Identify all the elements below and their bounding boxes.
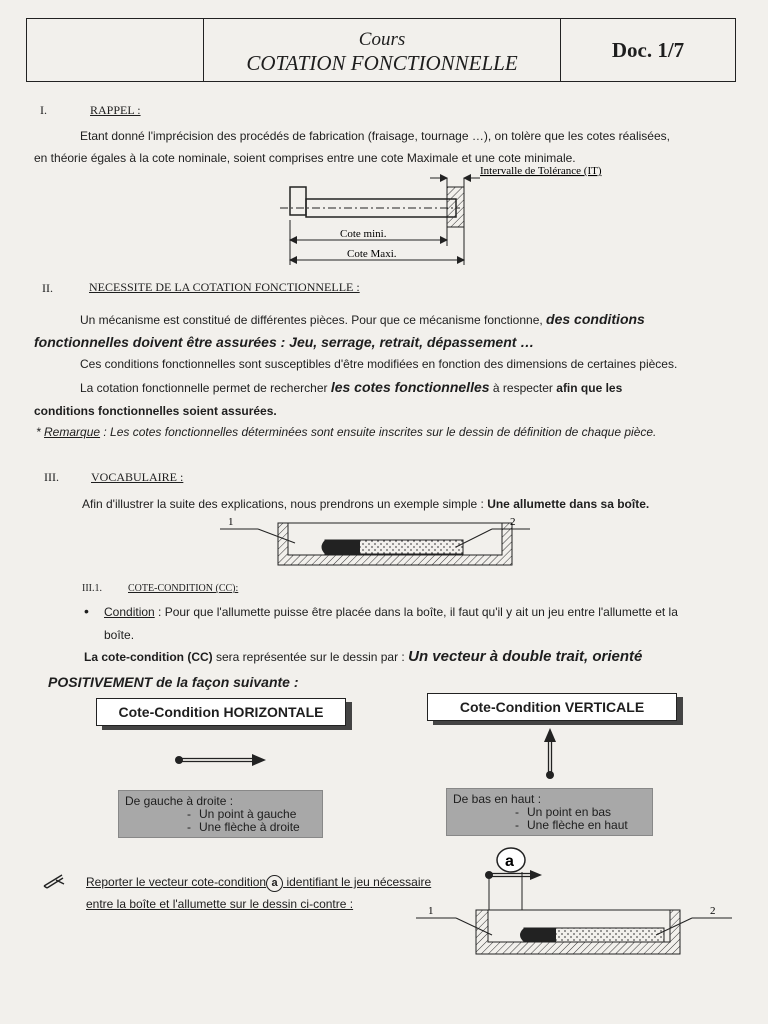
vertical-item-2-text: Une flèche en haut	[527, 818, 628, 832]
vertical-description-item-2	[453, 819, 646, 832]
horizontal-item-1-text: Un point à gauche	[199, 807, 297, 821]
dash: -	[187, 807, 191, 821]
vector-point	[485, 871, 493, 879]
bolt-drawing	[280, 187, 464, 227]
section-2-para-4-text-c: à respecter	[492, 381, 553, 395]
match-box-figure	[220, 515, 540, 573]
cote-mini-label: Cote mini.	[340, 228, 387, 240]
section-2-title: NECESSITE DE LA COTATION FONCTIONNELLE :	[89, 280, 360, 294]
exercise-line-2: entre la boîte et l'allumette sur le dessin ci-contre :	[86, 897, 354, 911]
vertical-vector-icon	[538, 726, 562, 782]
horizontal-description-title: De gauche à droite :	[125, 794, 234, 808]
section-3-number: III.	[44, 470, 59, 484]
exercise-circle-a: a	[266, 875, 283, 892]
label-2: 2	[510, 516, 516, 528]
section-2-para-1	[80, 310, 740, 329]
remark-star: *	[36, 425, 45, 439]
it-label: Intervalle de Tolérance (IT)	[480, 165, 602, 177]
horizontal-vector-icon	[170, 748, 270, 772]
doc-number: Doc. 1/7	[611, 37, 685, 62]
subsection-number: III.1.	[82, 583, 102, 594]
cc-definition-text: sera représentée sur le dessin par :	[216, 650, 405, 664]
section-3-para-1-text: Afin d'illustrer la suite des explications, nous prendrons un exemple simple :	[82, 497, 484, 511]
horizontal-description-item-2	[125, 821, 316, 834]
section-3-title: VOCABULAIRE :	[91, 470, 184, 484]
header-blank-cell	[27, 19, 204, 81]
section-3-para-1	[82, 495, 742, 513]
section-1-number: I.	[40, 103, 47, 117]
header-table	[26, 18, 736, 82]
section-2-para-5: conditions fonctionnelles soient assurées.	[34, 404, 277, 418]
remark-label: Remarque	[44, 425, 101, 439]
section-3-para-1-bold: Une allumette dans sa boîte.	[487, 497, 650, 511]
vertical-description	[446, 788, 653, 836]
cc-definition	[84, 648, 744, 666]
vertical-item-1-text: Un point en bas	[527, 805, 612, 819]
match-drawing	[322, 540, 464, 554]
section-1-para-2: en théorie égales à la cote nominale, soient comprises entre une cote Maximale et une cote minimale.	[34, 151, 576, 165]
exercise-text-a: Reporter le vecteur cote-condition	[86, 875, 267, 889]
course-label: Cours	[358, 29, 406, 50]
vertical-description-title: De bas en haut :	[453, 792, 542, 806]
dash: -	[515, 805, 519, 819]
section-2-para-4-text-a: La cotation fonctionnelle permet de rechercher	[80, 381, 328, 395]
header-title-cell	[204, 19, 561, 81]
section-2-para-2: fonctionnelles doivent être assurées : Jeu, serrage, retrait, dépassement …	[34, 334, 535, 350]
horizontal-item-2-text: Une flèche à droite	[199, 820, 300, 834]
bullet-line-2: boîte.	[104, 628, 135, 642]
bullet-text-1: : Pour que l'allumette puisse être placée dans la boîte, il faut qu'il y ait un jeu entre l'allumette et la	[154, 605, 678, 619]
section-1-para-1: Etant donné l'imprécision des procédés de fabrication (fraisage, tournage …), on tolère que les cotes réalisées,	[80, 129, 670, 143]
exercise-figure	[416, 842, 736, 962]
section-1-title: RAPPEL :	[90, 103, 141, 117]
cc-horizontal-box: Cote-Condition HORIZONTALE	[96, 698, 346, 726]
section-2-para-1-emphasis: des conditions	[546, 311, 645, 327]
bullet-label: Condition	[104, 605, 155, 619]
bullet-dot: •	[84, 603, 89, 619]
bullet-line-1	[104, 603, 744, 621]
vector-arrowhead	[530, 870, 542, 880]
cote-maxi-label: Cote Maxi.	[347, 248, 397, 260]
label-2b: 2	[710, 905, 716, 917]
dash: -	[187, 820, 191, 834]
section-2-para-3: Ces conditions fonctionnelles sont susceptibles d'être modifiées en fonction des dimensions de certaines pièces.	[80, 357, 678, 371]
remark-text: : Les cotes fonctionnelles déterminées sont ensuite inscrites sur le dessin de définition de chaque pièce.	[100, 425, 657, 439]
cc-definition-bold: La cote-condition (CC)	[84, 650, 213, 664]
horizontal-description	[118, 790, 323, 838]
cc-definition-line-2: POSITIVEMENT de la façon suivante :	[48, 674, 299, 690]
section-2-number: II.	[42, 281, 53, 295]
section-2-para-4-emphasis: les cotes fonctionnelles	[330, 379, 490, 395]
subsection-title: COTE-CONDITION (CC):	[128, 583, 239, 594]
label-1b: 1	[428, 905, 434, 917]
match-drawing-2	[520, 928, 664, 942]
course-title: COTATION FONCTIONNELLE	[246, 51, 518, 75]
section-2-para-1-text: Un mécanisme est constitué de différentes pièces. Pour que ce mécanisme fonctionne,	[80, 313, 543, 327]
exercise-text-b: identifiant le jeu nécessaire	[286, 875, 432, 889]
remark	[36, 423, 736, 441]
label-a: a	[505, 853, 514, 870]
label-1: 1	[228, 516, 234, 528]
cc-definition-emphasis: Un vecteur à double trait, orienté	[408, 648, 643, 665]
pencil-hand-icon	[42, 872, 66, 890]
section-2-para-4	[80, 378, 740, 397]
cc-vertical-box: Cote-Condition VERTICALE	[427, 693, 677, 721]
dash: -	[515, 818, 519, 832]
section-2-para-4-bold: afin que les	[556, 381, 623, 395]
tolerance-figure	[270, 160, 630, 270]
